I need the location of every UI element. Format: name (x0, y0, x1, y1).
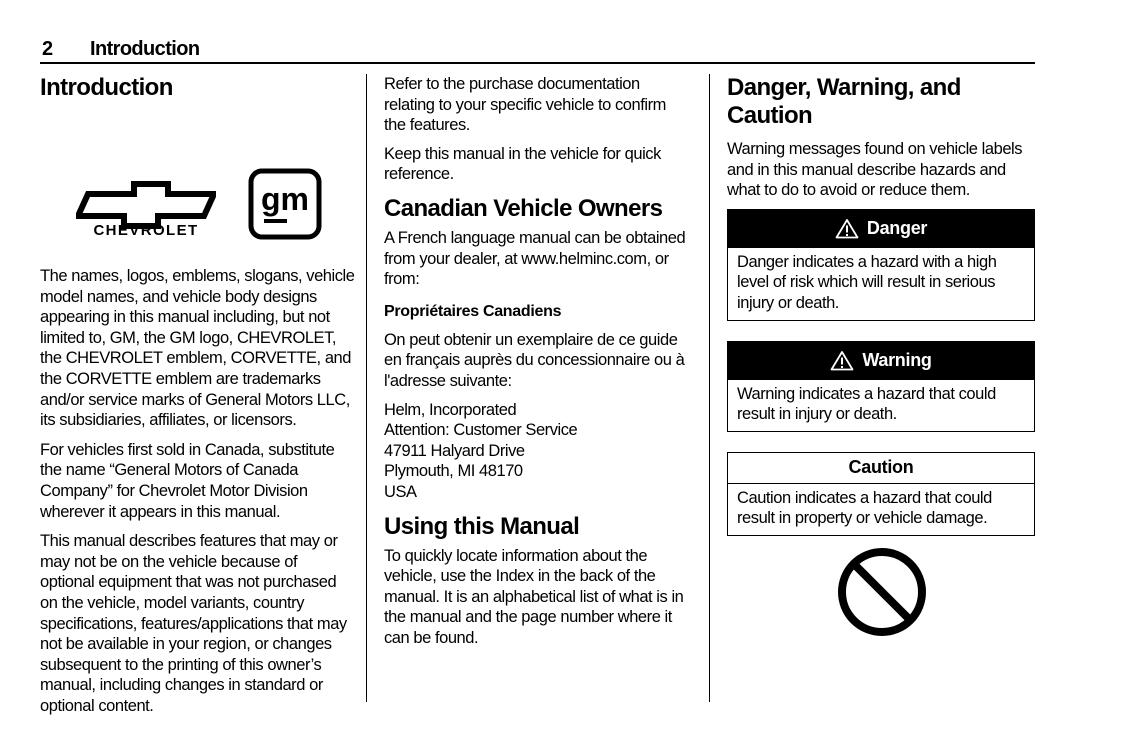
page-number: 2 (42, 38, 53, 60)
address-block (384, 400, 689, 503)
canadian-owners-heading: Canadian Vehicle Owners (384, 194, 663, 222)
gm-logo-text: gm (261, 181, 309, 217)
introduction-heading: Introduction (40, 74, 173, 101)
column-divider-2 (709, 74, 710, 702)
column-1 (40, 74, 355, 716)
optional-features-paragraph: This manual describes features that may or may not be on the vehicle because of optional equipment that was not purchased on the vehicle, model variants, country specifications, features/applications that may not be available in your region, or changes subsequent to the printing of this owner’s manual, including changes in standard or optional content. (40, 532, 347, 715)
alert-triangle-icon (835, 218, 859, 239)
gm-logo-icon (248, 168, 322, 240)
danger-bar (728, 210, 1034, 248)
page-header (40, 38, 1035, 64)
address-line: Attention: Customer Service (384, 421, 578, 440)
trademark-paragraph: The names, logos, emblems, slogans, vehicle model names, and vehicle body designs appearing in this manual including, but not limited to, GM, the GM logo, CHEVROLET, the CHEVROLET emblem, CORVETTE, and the CORVETTE emblem are trademarks and/or service marks of General Motors LLC, its subsidiaries, affiliates, or licensors. (40, 267, 355, 430)
warning-box (727, 341, 1035, 432)
canada-substitute-paragraph: For vehicles first sold in Canada, substitute the name “General Motors of Canada Company” for Chevrolet Motor Division wherever it appears in this manual. (40, 440, 335, 521)
address-line: Helm, Incorporated (384, 400, 517, 419)
using-manual-paragraph: To quickly locate information about the vehicle, use the Index in the back of the manual. It is an alphabetical list of what is in the manual and the page number where it can be found. (384, 546, 684, 647)
purchase-docs-paragraph: Refer to the purchase documentation relating to your specific vehicle to confirm the features. (384, 75, 666, 135)
address-line: 47911 Halyard Drive (384, 441, 525, 460)
brand-logos (40, 102, 355, 252)
address-line: USA (384, 482, 417, 501)
column-3 (727, 74, 1035, 536)
warning-intro-paragraph: Warning messages found on vehicle labels and in this manual describe hazards and what to do to avoid or reduce them. (727, 140, 1023, 200)
column-2 (384, 74, 689, 648)
keep-manual-paragraph: Keep this manual in the vehicle for quick reference. (384, 144, 661, 184)
caution-bar (728, 453, 1034, 484)
prohibition-icon (836, 546, 928, 638)
french-paragraph: On peut obtenir un exemplaire de ce guide en français auprès du concessionnaire ou à l'adresse suivante: (384, 330, 685, 390)
warning-title: Warning (862, 350, 932, 371)
danger-title: Danger (866, 218, 928, 239)
address-line: Plymouth, MI 48170 (384, 462, 523, 481)
column-divider-1 (366, 74, 367, 702)
warning-text: Warning indicates a hazard that could result in injury or death. (737, 384, 996, 424)
caution-title: Caution (848, 457, 914, 478)
danger-box (727, 209, 1035, 321)
chevrolet-wordmark: CHEVROLET (93, 222, 199, 239)
running-title: Introduction (90, 38, 200, 60)
canadian-owners-paragraph: A French language manual can be obtained from your dealer, at www.helminc.com, or from: (384, 228, 686, 289)
caution-text: Caution indicates a hazard that could result in property or vehicle damage. (737, 488, 992, 528)
caution-box (727, 452, 1035, 536)
proprietaires-heading: Propriétaires Canadiens (384, 302, 562, 320)
alert-triangle-icon (830, 350, 854, 371)
warning-bar (728, 342, 1034, 380)
using-manual-heading: Using this Manual (384, 512, 580, 540)
danger-warning-caution-heading: Danger, Warning, and Caution (727, 74, 961, 129)
danger-text: Danger indicates a hazard with a high level of risk which will result in serious injury or death. (737, 252, 997, 312)
